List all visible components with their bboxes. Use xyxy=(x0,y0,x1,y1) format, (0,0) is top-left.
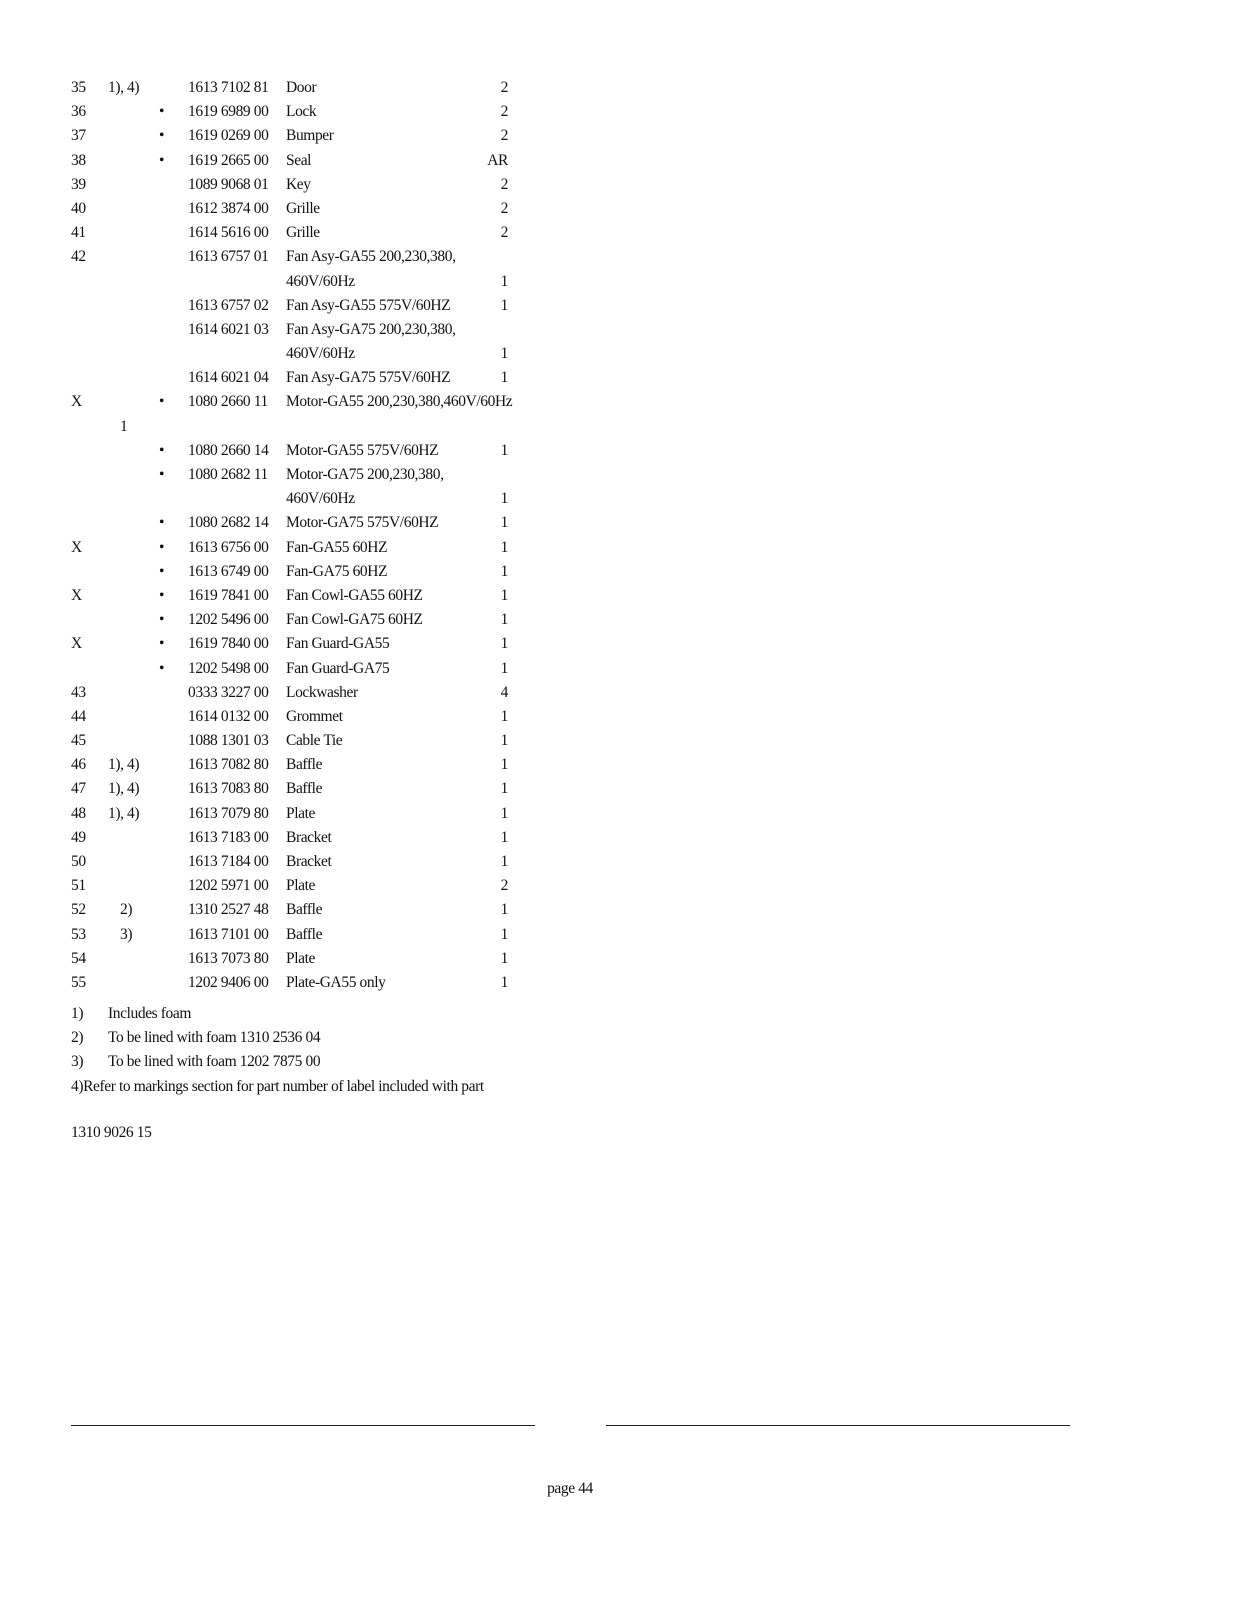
part-description: Bracket xyxy=(286,853,332,870)
item-number: 37 xyxy=(71,127,86,145)
quantity: 1 xyxy=(500,490,508,508)
footnote-number: 2) xyxy=(71,1029,84,1047)
part-description: Grille xyxy=(286,199,320,217)
item-number: 42 xyxy=(71,248,86,266)
table-row xyxy=(0,536,620,560)
bullet-marker: • xyxy=(159,127,165,145)
part-description: Motor-GA75 575V/60HZ xyxy=(286,514,439,532)
table-row xyxy=(0,657,620,681)
quantity: 1 xyxy=(500,853,508,870)
bullet-marker: • xyxy=(159,659,165,677)
bullet-marker: • xyxy=(159,393,165,411)
item-number: 49 xyxy=(71,828,86,846)
quantity: 2 xyxy=(500,127,508,145)
part-description: Fan Guard-GA55 xyxy=(286,635,390,653)
part-description: Bumper xyxy=(286,127,334,145)
part-description: Baffle xyxy=(286,925,323,943)
quantity: 1 xyxy=(500,272,508,290)
part-number: 1613 7082 80 xyxy=(188,756,269,774)
part-description: Fan Asy-GA55 575V/60HZ xyxy=(286,296,451,314)
bullet-marker: • xyxy=(159,538,165,556)
part-number: 1613 7079 80 xyxy=(188,804,269,822)
part-number: 1310 2527 48 xyxy=(188,901,269,919)
part-description: Plate-GA55 only xyxy=(286,973,386,991)
bullet-marker: • xyxy=(159,441,165,459)
table-row xyxy=(0,76,620,100)
table-row xyxy=(0,318,620,342)
part-number: 1619 7840 00 xyxy=(188,635,269,653)
parts-list-table xyxy=(0,76,620,995)
bullet-marker: • xyxy=(159,586,165,604)
part-number: 1619 2665 00 xyxy=(188,151,269,169)
table-row xyxy=(0,947,620,971)
table-row xyxy=(0,560,620,584)
item-number: 46 xyxy=(71,756,86,774)
table-row xyxy=(0,366,620,390)
note-ref: 1), 4) xyxy=(108,804,140,822)
quantity: 1 xyxy=(500,732,508,750)
item-number: 41 xyxy=(71,224,86,242)
item-number: X xyxy=(71,586,82,604)
part-description: 460V/60Hz xyxy=(286,345,355,363)
part-description: Baffle xyxy=(286,780,323,798)
item-number: 45 xyxy=(71,732,86,750)
bullet-marker: • xyxy=(159,466,165,483)
part-number: 1080 2660 14 xyxy=(188,441,269,459)
part-description: Cable Tie xyxy=(286,732,343,750)
part-number: 1613 7101 00 xyxy=(188,925,269,943)
table-row xyxy=(0,705,620,729)
quantity: 2 xyxy=(500,175,508,193)
part-description: Lockwasher xyxy=(286,683,358,701)
footnote-number: 3) xyxy=(71,1053,84,1071)
part-number: 1202 5498 00 xyxy=(188,659,269,677)
quantity: 4 xyxy=(500,683,508,701)
quantity: 1 xyxy=(500,707,508,725)
quantity: 2 xyxy=(500,199,508,217)
bullet-marker: • xyxy=(159,611,165,629)
part-number: 1089 9068 01 xyxy=(188,175,269,193)
item-number: 54 xyxy=(71,949,86,967)
table-row xyxy=(0,173,620,197)
part-number: 1202 5496 00 xyxy=(188,611,269,629)
note-ref: 1 xyxy=(120,417,128,435)
quantity: 1 xyxy=(500,901,508,919)
item-number: 47 xyxy=(71,780,86,798)
note-ref: 1), 4) xyxy=(108,756,140,774)
part-number: 1613 7083 80 xyxy=(188,780,269,798)
table-row xyxy=(0,100,620,124)
table-row xyxy=(0,415,620,439)
table-row xyxy=(0,245,620,269)
item-number: 38 xyxy=(71,151,86,169)
part-number: 1614 6021 03 xyxy=(188,320,269,338)
item-number: 51 xyxy=(71,877,86,895)
quantity: 1 xyxy=(500,828,508,846)
quantity: 1 xyxy=(500,949,508,967)
table-row xyxy=(0,439,620,463)
part-number: 1614 6021 04 xyxy=(188,369,269,387)
table-row xyxy=(0,923,620,947)
table-row xyxy=(0,197,620,221)
part-description: Fan Asy-GA55 200,230,380, xyxy=(286,248,456,266)
part-number: 1613 6756 00 xyxy=(188,538,269,556)
part-number: 1614 5616 00 xyxy=(188,224,269,242)
part-number: 1612 3874 00 xyxy=(188,199,269,217)
quantity: 2 xyxy=(500,224,508,242)
table-row xyxy=(0,487,620,511)
part-description: Fan Asy-GA75 200,230,380, xyxy=(286,320,456,338)
quantity: 1 xyxy=(500,756,508,774)
quantity: 1 xyxy=(500,586,508,604)
part-number: 1080 2682 14 xyxy=(188,514,269,532)
item-number: X xyxy=(71,538,82,556)
part-description: Fan-GA75 60HZ xyxy=(286,562,388,580)
quantity: 1 xyxy=(500,514,508,532)
part-number: 1613 7102 81 xyxy=(188,79,269,96)
table-row xyxy=(0,826,620,850)
part-number: 0333 3227 00 xyxy=(188,683,269,701)
quantity: 1 xyxy=(500,296,508,314)
item-number: 43 xyxy=(71,683,86,701)
part-number: 1088 1301 03 xyxy=(188,732,269,750)
item-number: 35 xyxy=(71,79,86,96)
part-description: Grommet xyxy=(286,707,343,725)
note-ref: 3) xyxy=(120,925,133,943)
item-number: 52 xyxy=(71,901,86,919)
bullet-marker: • xyxy=(159,103,165,121)
table-row xyxy=(0,632,620,656)
part-description: Plate xyxy=(286,877,315,895)
item-number: 55 xyxy=(71,973,86,991)
quantity: 1 xyxy=(500,562,508,580)
quantity: 2 xyxy=(500,877,508,895)
part-number: 1613 7184 00 xyxy=(188,853,269,870)
part-description: Fan Cowl-GA75 60HZ xyxy=(286,611,423,629)
table-row xyxy=(0,511,620,535)
part-number: 1619 0269 00 xyxy=(188,127,269,145)
table-row xyxy=(0,149,620,173)
table-row xyxy=(0,294,620,318)
footer-rule-left xyxy=(71,1425,535,1426)
bullet-marker: • xyxy=(159,562,165,580)
quantity: 1 xyxy=(500,635,508,653)
table-row xyxy=(0,342,620,366)
part-number: 1613 6749 00 xyxy=(188,562,269,580)
part-description: Lock xyxy=(286,103,317,121)
part-number: 1613 6757 01 xyxy=(188,248,269,266)
bullet-marker: • xyxy=(159,514,165,532)
bullet-marker: • xyxy=(159,151,165,169)
part-number: 1613 7073 80 xyxy=(188,949,269,967)
quantity: 1 xyxy=(500,804,508,822)
quantity: 1 xyxy=(500,538,508,556)
item-number: X xyxy=(71,635,82,653)
quantity: 1 xyxy=(500,441,508,459)
part-number: 1613 7183 00 xyxy=(188,828,269,846)
footnote-text: Includes foam xyxy=(108,1005,192,1022)
table-row xyxy=(0,584,620,608)
table-row xyxy=(0,221,620,245)
table-row xyxy=(0,898,620,922)
part-description: Plate xyxy=(286,949,315,967)
quantity: AR xyxy=(487,151,508,169)
table-row xyxy=(0,124,620,148)
item-number: 53 xyxy=(71,925,86,943)
part-number: 1080 2682 11 xyxy=(188,466,268,483)
note-ref: 1), 4) xyxy=(108,780,140,798)
part-description: Fan Asy-GA75 575V/60HZ xyxy=(286,369,451,387)
table-row xyxy=(0,463,620,487)
part-description: Motor-GA75 200,230,380, xyxy=(286,466,444,483)
table-row xyxy=(0,729,620,753)
part-description: Grille xyxy=(286,224,320,242)
part-description: Key xyxy=(286,175,311,193)
part-number: 1614 0132 00 xyxy=(188,707,269,725)
part-description: Fan-GA55 60HZ xyxy=(286,538,388,556)
item-number: 39 xyxy=(71,175,86,193)
note-ref: 1), 4) xyxy=(108,79,140,96)
table-row xyxy=(0,777,620,801)
part-description: Door xyxy=(286,79,317,96)
item-number: 50 xyxy=(71,853,86,870)
quantity: 1 xyxy=(500,973,508,991)
footnote-text: 4)Refer to markings section for part number of label included with part xyxy=(71,1077,484,1095)
quantity: 2 xyxy=(500,79,508,96)
item-number: X xyxy=(71,393,82,411)
footnote-text: To be lined with foam 1202 7875 00 xyxy=(108,1053,321,1071)
footnote-number: 1) xyxy=(71,1005,84,1022)
quantity: 1 xyxy=(500,345,508,363)
table-row xyxy=(0,802,620,826)
bullet-marker: • xyxy=(159,635,165,653)
table-row xyxy=(0,390,620,414)
part-number: 1619 7841 00 xyxy=(188,586,269,604)
table-row xyxy=(0,874,620,898)
part-description: Motor-GA55 575V/60HZ xyxy=(286,441,439,459)
table-row xyxy=(0,971,620,995)
part-description: Plate xyxy=(286,804,315,822)
table-row xyxy=(0,850,620,874)
part-description: Fan Cowl-GA55 60HZ xyxy=(286,586,423,604)
part-number: 1202 9406 00 xyxy=(188,973,269,991)
part-description: Baffle xyxy=(286,901,323,919)
document-number: 1310 9026 15 xyxy=(71,1124,152,1141)
quantity: 1 xyxy=(500,659,508,677)
quantity: 1 xyxy=(500,369,508,387)
part-number: 1613 6757 02 xyxy=(188,296,269,314)
part-description: Bracket xyxy=(286,828,332,846)
part-description: 460V/60Hz xyxy=(286,490,355,508)
quantity: 1 xyxy=(500,780,508,798)
footnote-text: To be lined with foam 1310 2536 04 xyxy=(108,1029,321,1047)
part-description: 460V/60Hz xyxy=(286,272,355,290)
part-number: 1080 2660 11 xyxy=(188,393,268,411)
quantity: 2 xyxy=(500,103,508,121)
part-description: Baffle xyxy=(286,756,323,774)
table-row xyxy=(0,270,620,294)
page-number: page 44 xyxy=(547,1480,593,1497)
table-row xyxy=(0,753,620,777)
part-description: Motor-GA55 200,230,380,460V/60Hz xyxy=(286,393,513,411)
item-number: 48 xyxy=(71,804,86,822)
item-number: 40 xyxy=(71,199,86,217)
part-number: 1619 6989 00 xyxy=(188,103,269,121)
table-row xyxy=(0,608,620,632)
part-number: 1202 5971 00 xyxy=(188,877,269,895)
footer-rule-right xyxy=(606,1425,1070,1426)
note-ref: 2) xyxy=(120,901,133,919)
quantity: 1 xyxy=(500,925,508,943)
part-description: Seal xyxy=(286,151,312,169)
table-row xyxy=(0,681,620,705)
item-number: 36 xyxy=(71,103,86,121)
item-number: 44 xyxy=(71,707,86,725)
part-description: Fan Guard-GA75 xyxy=(286,659,390,677)
quantity: 1 xyxy=(500,611,508,629)
